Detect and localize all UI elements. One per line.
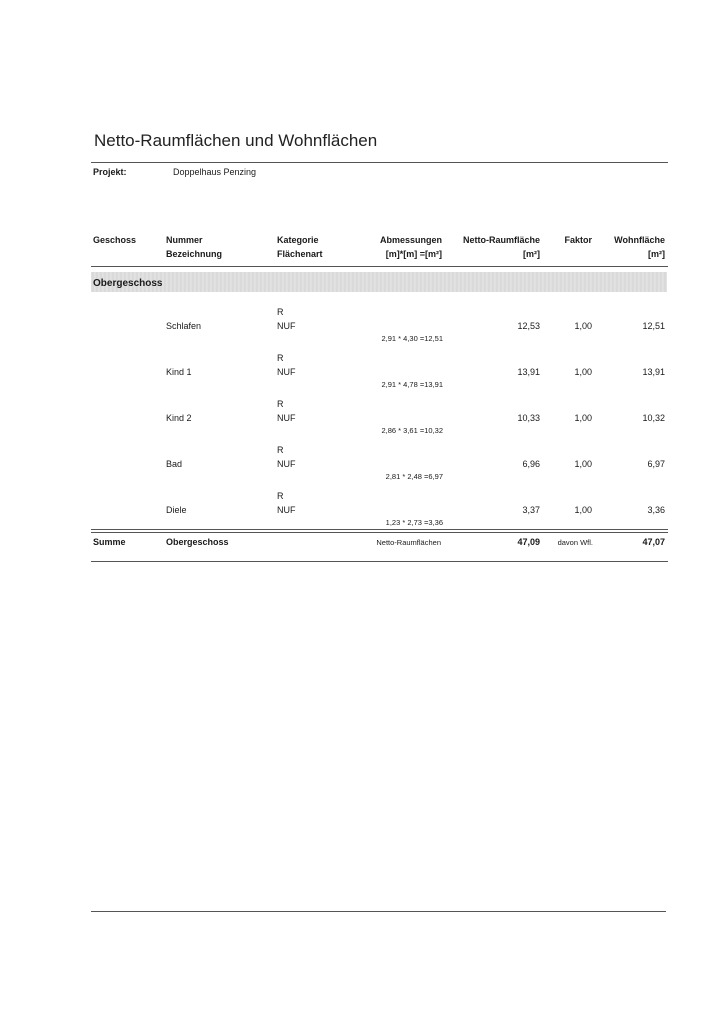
summary-wfl-label: davon Wfl. xyxy=(557,538,593,547)
header-netto-unit: [m²] xyxy=(523,249,540,259)
summary-netto-label: Netto-Raumflächen xyxy=(376,538,441,547)
room-netto: 10,33 xyxy=(517,413,540,423)
summary-rule-top xyxy=(91,529,668,530)
room-wohn: 10,32 xyxy=(642,413,665,423)
floor-label: Obergeschoss xyxy=(93,278,163,289)
room-kategorie: R xyxy=(277,399,284,409)
summary-row xyxy=(0,537,724,553)
room-abmessung: 2,86 * 3,61 =10,32 xyxy=(381,426,443,435)
header-nummer: Nummer xyxy=(166,235,203,245)
room-netto: 3,37 xyxy=(522,505,540,515)
header-abmessungen: Abmessungen xyxy=(379,235,442,245)
table-row xyxy=(0,307,724,347)
header-abmessungen-unit: [m]*[m] =[m²] xyxy=(385,249,442,259)
room-faktor: 1,00 xyxy=(574,459,592,469)
room-kategorie: R xyxy=(277,445,284,455)
room-netto: 12,53 xyxy=(517,321,540,331)
room-wohn: 3,36 xyxy=(647,505,665,515)
room-netto: 13,91 xyxy=(517,367,540,377)
header-kategorie: Kategorie xyxy=(277,235,319,245)
room-abmessung: 1,23 * 2,73 =3,36 xyxy=(385,518,443,527)
room-art: NUF xyxy=(277,367,296,377)
footer-rule xyxy=(91,911,666,912)
room-name: Diele xyxy=(166,505,187,515)
room-kategorie: R xyxy=(277,491,284,501)
room-faktor: 1,00 xyxy=(574,413,592,423)
room-name: Schlafen xyxy=(166,321,202,331)
header-faktor: Faktor xyxy=(564,235,592,245)
room-abmessung: 2,91 * 4,30 =12,51 xyxy=(381,334,443,343)
title-rule xyxy=(91,162,668,163)
room-wohn: 6,97 xyxy=(647,459,665,469)
header-flaechenart: Flächenart xyxy=(277,249,323,259)
room-faktor: 1,00 xyxy=(574,505,592,515)
room-kategorie: R xyxy=(277,307,284,317)
header-netto: Netto-Raumfläche xyxy=(462,235,540,245)
table-row xyxy=(0,491,724,531)
project-label: Projekt: xyxy=(93,167,127,177)
room-name: Bad xyxy=(166,459,183,469)
room-abmessung: 2,81 * 2,48 =6,97 xyxy=(385,472,443,481)
summary-netto-total: 47,09 xyxy=(517,537,540,547)
summary-floor: Obergeschoss xyxy=(166,537,229,547)
room-faktor: 1,00 xyxy=(574,321,592,331)
project-value: Doppelhaus Penzing xyxy=(173,167,257,177)
room-art: NUF xyxy=(277,413,296,423)
header-wohnflaeche-unit: [m²] xyxy=(648,249,665,259)
room-art: NUF xyxy=(277,459,296,469)
floor-band xyxy=(91,272,667,292)
header-wohnflaeche: Wohnfläche xyxy=(614,235,665,245)
summary-wohn-total: 47,07 xyxy=(642,537,665,547)
room-netto: 6,96 xyxy=(522,459,540,469)
room-faktor: 1,00 xyxy=(574,367,592,377)
room-name: Kind 1 xyxy=(166,367,192,377)
table-row xyxy=(0,353,724,393)
room-name: Kind 2 xyxy=(166,413,192,423)
room-kategorie: R xyxy=(277,353,284,363)
table-row xyxy=(0,399,724,439)
header-bezeichnung: Bezeichnung xyxy=(166,249,223,259)
summary-label: Summe xyxy=(93,537,126,547)
summary-rule-top-2 xyxy=(91,532,668,533)
summary-rule-bottom xyxy=(91,561,668,562)
room-abmessung: 2,91 * 4,78 =13,91 xyxy=(381,380,443,389)
room-art: NUF xyxy=(277,321,296,331)
header-rule xyxy=(91,266,668,267)
room-wohn: 12,51 xyxy=(642,321,665,331)
room-wohn: 13,91 xyxy=(642,367,665,377)
room-art: NUF xyxy=(277,505,296,515)
header-geschoss: Geschoss xyxy=(93,235,137,245)
page-title: Netto-Raumflächen und Wohnflächen xyxy=(94,131,378,150)
table-row xyxy=(0,445,724,485)
